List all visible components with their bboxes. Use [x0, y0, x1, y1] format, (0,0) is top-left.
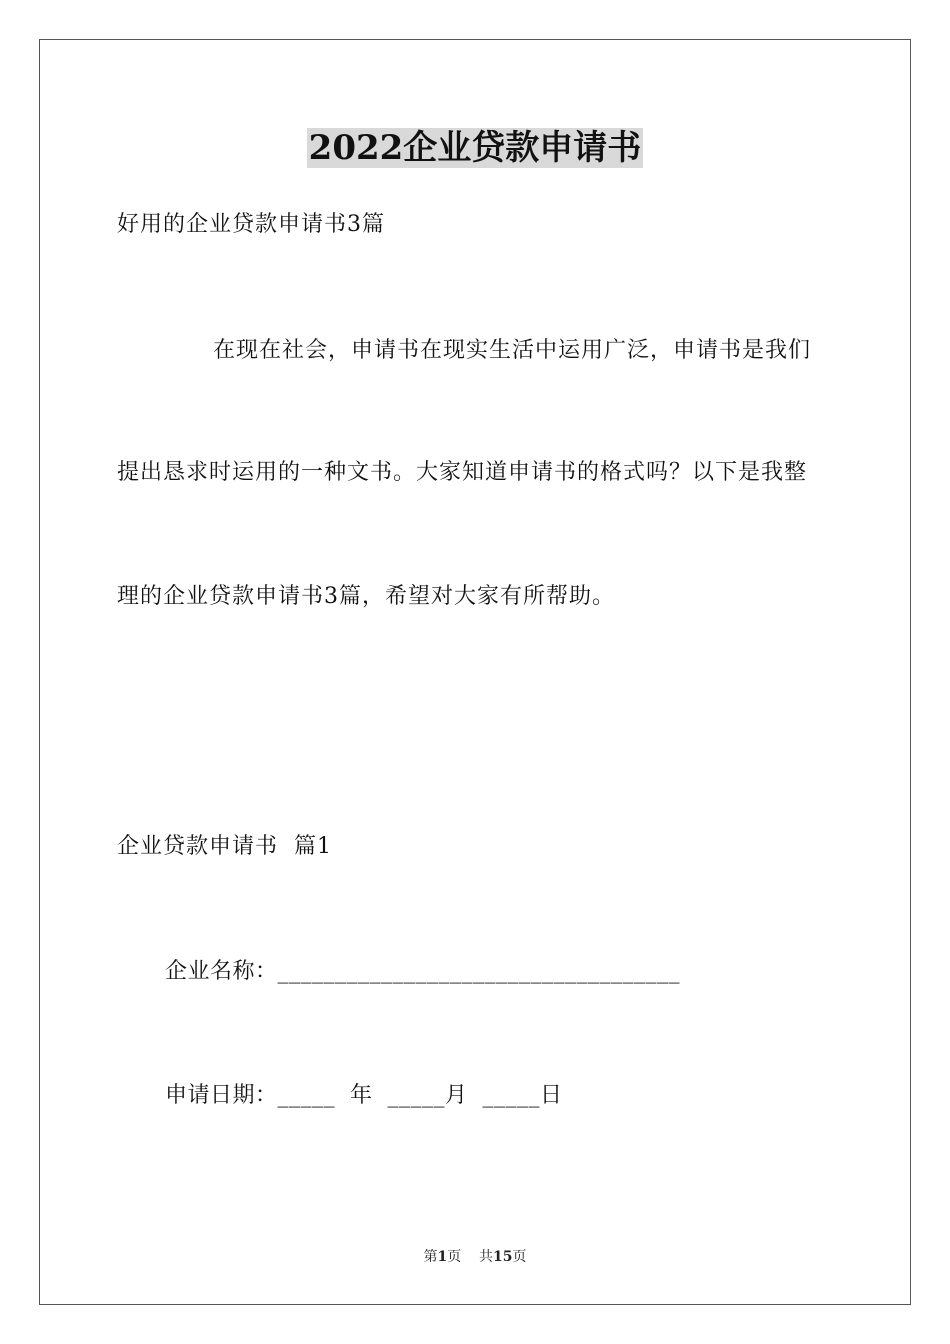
page-footer: [0, 1248, 950, 1266]
application-date-field: 申请日期：_____ 年 _____月 _____日: [165, 1083, 563, 1108]
section-heading: 企业贷款申请书 篇1: [117, 834, 332, 859]
intro-line-1: 在现在社会，申请书在现实生活中运用广泛，申请书是我们: [213, 338, 812, 363]
footer-page-number: 1: [437, 1249, 448, 1265]
footer-total-pages: 15: [493, 1249, 513, 1265]
company-name-field: 企业名称：___________________________________: [165, 959, 681, 984]
intro-line-2: 提出恳求时运用的一种文书。大家知道申请书的格式吗？以下是我整: [117, 460, 808, 485]
intro-line-3: 理的企业贷款申请书3篇，希望对大家有所帮助。: [117, 584, 615, 609]
footer-suffix: 页: [512, 1249, 527, 1265]
document-title: [0, 126, 950, 170]
footer-prefix: 第: [423, 1249, 438, 1265]
document-subtitle: 好用的企业贷款申请书3篇: [117, 212, 385, 237]
document-title-text: 2022企业贷款申请书: [308, 128, 642, 168]
footer-mid: 页 共: [447, 1249, 494, 1265]
